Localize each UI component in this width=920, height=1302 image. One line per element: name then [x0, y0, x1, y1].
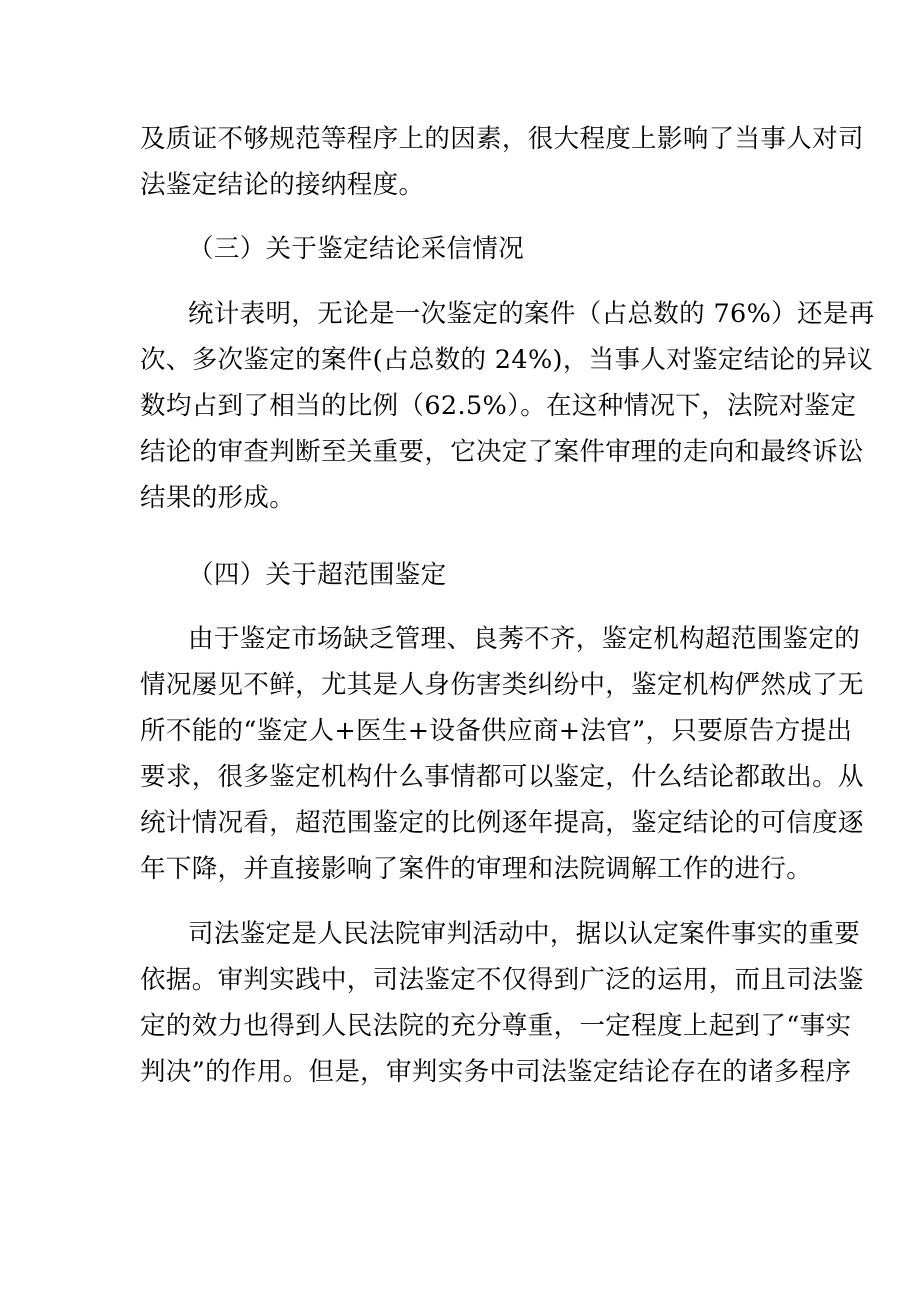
- text-line: 次、多次鉴定的案件(占总数的 24%)，当事人对鉴定结论的异议: [140, 345, 874, 375]
- text-line: 要求，很多鉴定机构什么事情都可以鉴定，什么结论都敢出。从: [140, 762, 864, 792]
- text-line: 法鉴定结论的接纳程度。: [140, 170, 425, 200]
- text-line: 结果的形成。: [140, 483, 296, 513]
- text-line: 情况屡见不鲜，尤其是人身伤害类纠纷中，鉴定机构俨然成了无: [140, 670, 864, 700]
- text-line: 结论的审查判断至关重要，它决定了案件审理的走向和最终诉讼: [140, 437, 864, 467]
- text-line: 所不能的“鉴定人+医生+设备供应商+法官”，只要原告方提出: [140, 716, 853, 746]
- text-line: 定的效力也得到人民法院的充分尊重，一定程度上起到了“事实: [140, 1011, 852, 1041]
- section-heading-4: （四）关于超范围鉴定: [188, 560, 447, 590]
- text-line: 由于鉴定市场缺乏管理、良莠不齐，鉴定机构超范围鉴定的: [188, 624, 861, 654]
- text-line: 统计表明，无论是一次鉴定的案件（占总数的 76%）还是再: [188, 299, 875, 329]
- text-line: 判决”的作用。但是，审判实务中司法鉴定结论存在的诸多程序: [140, 1057, 852, 1087]
- text-line: 依据。审判实践中，司法鉴定不仅得到广泛的运用，而且司法鉴: [140, 965, 864, 995]
- text-line: 司法鉴定是人民法院审判活动中，据以认定案件事实的重要: [188, 919, 861, 949]
- text-line: 及质证不够规范等程序上的因素，很大程度上影响了当事人对司: [140, 124, 864, 154]
- text-line: 统计情况看，超范围鉴定的比例逐年提高，鉴定结论的可信度逐: [140, 808, 864, 838]
- text-line: 年下降，并直接影响了案件的审理和法院调解工作的进行。: [140, 854, 813, 884]
- text-line: 数均占到了相当的比例（62.5%）。在这种情况下，法院对鉴定: [140, 391, 857, 421]
- section-heading-3: （三）关于鉴定结论采信情况: [188, 234, 525, 264]
